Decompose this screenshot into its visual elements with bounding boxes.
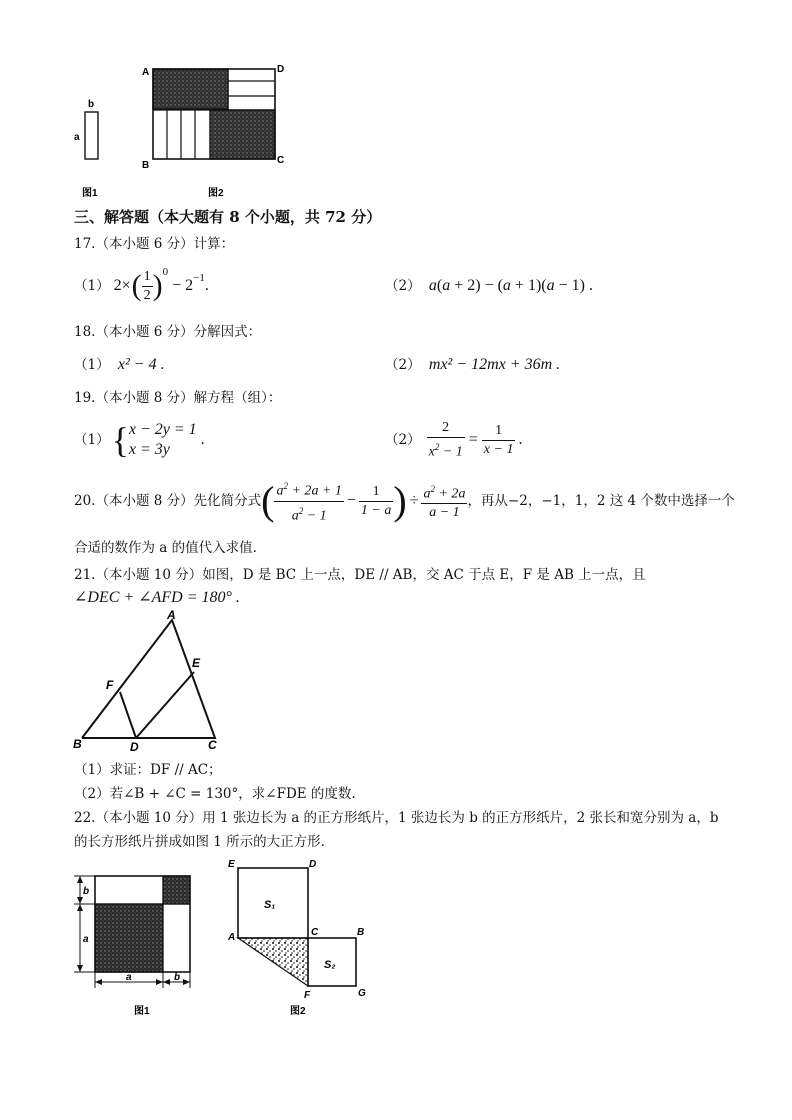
q18-part1 [74,355,165,375]
q17-stem: 17.（本小题 6 分）计算： [74,236,235,252]
label-E: E [192,656,201,670]
q22-figures [68,858,388,1028]
q19-p2-label: （2） [385,432,421,448]
label-F: F [106,678,114,692]
label-G: G [358,988,366,999]
q18-stem: 18.（本小题 6 分）分解因式： [74,324,262,340]
fig1-caption: 图1 [134,1006,150,1017]
label-S1: S₁ [264,899,276,911]
fig1-dim-b-horizontal: b [174,972,181,983]
q20-line2: 合适的数作为 a 的值代入求值. [74,540,257,556]
segment-df [120,692,136,738]
q17-part1: （1） 2× ( $\frac{1}{2}$ ) 0 − 2 −1 . [74,266,209,303]
q22-line2: 的长方形纸片拼成如图 1 所示的大正方形. [74,834,325,850]
fig2-caption: 图2 [208,188,224,199]
q20-stem-end: ，再从−2，−1，1，2 这 4 个数中选择一个 [467,493,735,509]
q17-p1-label: （1） [74,278,110,294]
fig1-dim-b-vertical: b [83,886,90,897]
fig1-caption: 图1 [82,188,98,199]
label-B: B [357,927,365,938]
fig1-rectangle [85,112,98,159]
fig1-dim-a-horizontal: a [126,972,132,983]
triangle-abc [82,620,215,738]
label-C: C [311,927,319,938]
section-heading: 三、解答题（本大题有 8 个小题，共 72 分） [74,208,382,226]
q19-stem: 19.（本小题 8 分）解方程（组）： [74,390,282,406]
q19-part1: （1） { x − 2y = 1 x = 3y . [74,420,205,460]
label-A: A [228,932,236,943]
q21-stem: 21.（本小题 10 分）如图，D 是 BC 上一点，DE // AB，交 AC 于点 E，F 是 AB 上一点，且 [74,567,646,583]
q17-part2: （2） a(a + 2) − (a + 1)(a − 1) . [385,277,593,294]
q20-line1: 20.（本小题 8 分）先化简分式 ( $\frac{a^2 + 2a + 1}{a^2 - 1}$ − $\frac{1}{1 - a}$ ) ÷ $\frac{a^2 + 2a}{a - 1}$ ，再从−2，−1，1，2 这 4 个数中选择一个 [74,478,735,524]
label-A: A [167,608,176,622]
fig2-shaded-bottom-right [210,110,275,159]
q21-part1: （1）求证：DF // AC； [74,762,222,778]
q19-part2: （2） $\frac{2}{x^2 - 1}$ = $\frac{1}{x - 1}$ . [385,419,523,460]
fig1-small-square-shaded [163,876,190,904]
fig2-caption: 图2 [290,1006,306,1017]
q21-condition: ∠DEC + ∠AFD = 180° . [74,589,240,606]
q20-stem-start: 20.（本小题 8 分）先化简分式 [74,493,262,509]
label-E: E [228,859,235,870]
q21-part2: （2）若∠B + ∠C = 130°，求∠FDE 的度数. [74,786,356,802]
fig1-label-a: a [74,132,80,143]
label-D: D [130,740,139,754]
fig1-dim-a-vertical: a [83,934,89,945]
q18-part2 [385,355,560,375]
q18-p1-expr: x² − 4 . [117,356,165,373]
q19-eq1: x − 2y = 1 [128,421,197,438]
q18-p2-label: （2） [385,357,421,373]
q19-eq2: x = 3y [128,441,170,458]
fig2-shaded-top-left [153,69,228,109]
top-figures [70,60,370,200]
fig2-label-A: A [142,67,150,78]
fig2-label-C: C [277,155,285,166]
fig2-label-B: B [142,160,150,171]
fig1-label-b: b [88,99,95,110]
label-S2: S₂ [324,959,336,971]
fig2-shaded-triangle-region [238,938,308,986]
q17-p2-label: （2） [385,278,421,294]
segment-de [136,672,194,738]
label-D: D [309,859,317,870]
label-C: C [208,738,217,752]
q19-p1-label: （1） [74,432,110,448]
label-B: B [73,737,82,751]
fig2-label-D: D [277,64,285,75]
q18-p2-expr: mx² − 12mx + 36m . [428,356,561,373]
q18-p1-label: （1） [74,357,110,373]
q21-triangle-figure [70,608,250,762]
label-F: F [304,990,311,1001]
q22-stem: 22.（本小题 10 分）用 1 张边长为 a 的正方形纸片，1 张边长为 b 的正方形纸片，2 张长和宽分别为 a，b [74,810,719,826]
fig1-big-square-shaded [95,904,163,972]
